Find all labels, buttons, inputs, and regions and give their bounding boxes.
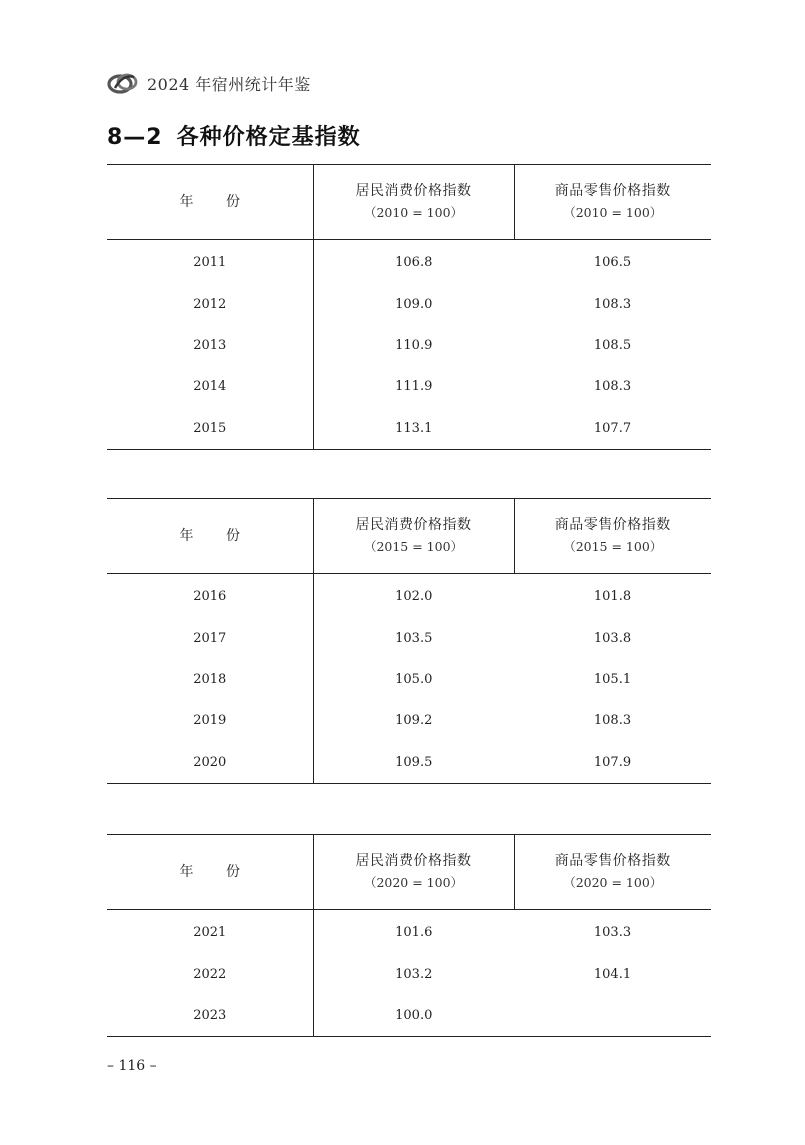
- year-cell: 2020: [107, 742, 313, 784]
- page-header: [107, 66, 311, 100]
- rpi-cell: 107.9: [593, 754, 632, 770]
- cpi-cell: 109.2: [395, 713, 433, 729]
- table-header-row: [107, 165, 711, 240]
- cpi-header-title: 居民消费价格指数: [355, 183, 472, 199]
- rpi-column-header: [514, 165, 711, 240]
- cpi-cell: 102.0: [395, 589, 433, 605]
- table-header-row: [107, 499, 711, 574]
- cpi-cell: 111.9: [395, 379, 433, 395]
- year-cell: 2011: [107, 240, 313, 284]
- price-index-table-2015: [107, 498, 711, 784]
- cpi-header-base: （2015 = 100）: [363, 539, 464, 554]
- year-column-header: 年 份: [107, 499, 313, 574]
- year-cell: 2016: [107, 574, 313, 618]
- table-row: [107, 325, 711, 366]
- cpi-header-title: 居民消费价格指数: [355, 517, 472, 533]
- section-name: 各种价格定基指数: [176, 125, 361, 150]
- section-title: [107, 120, 361, 151]
- year-cell: 2015: [107, 408, 313, 450]
- year-cell: 2013: [107, 325, 313, 366]
- cpi-cell: 106.8: [395, 255, 433, 271]
- rpi-cell: 108.3: [593, 296, 632, 312]
- year-cell: 2022: [107, 953, 313, 994]
- table-row: [107, 659, 711, 700]
- cpi-cell: 100.0: [395, 1007, 433, 1023]
- year-cell: 2012: [107, 283, 313, 324]
- table-row: [107, 574, 711, 618]
- cpi-header-base: （2020 = 100）: [363, 875, 464, 890]
- yearbook-logo-icon: [107, 68, 139, 98]
- year-cell: 2023: [107, 995, 313, 1037]
- rpi-cell: 107.7: [593, 420, 632, 436]
- cpi-column-header: [313, 165, 514, 240]
- table-row: [107, 617, 711, 658]
- price-index-table-2020: [107, 834, 711, 1037]
- table-row: [107, 366, 711, 407]
- rpi-cell: [514, 995, 711, 1037]
- rpi-cell: 104.1: [593, 966, 632, 982]
- cpi-header-base: （2010 = 100）: [363, 205, 464, 220]
- rpi-cell: 106.5: [593, 255, 632, 271]
- cpi-cell: 105.0: [395, 671, 433, 687]
- table-row: [107, 910, 711, 954]
- cpi-cell: 109.0: [395, 296, 433, 312]
- table-header-row: [107, 835, 711, 910]
- table-row: [107, 953, 711, 994]
- cpi-column-header: [313, 499, 514, 574]
- table-row: [107, 700, 711, 741]
- rpi-column-header: [514, 835, 711, 910]
- cpi-cell: 101.6: [395, 925, 433, 941]
- year-cell: 2017: [107, 617, 313, 658]
- cpi-cell: 109.5: [395, 754, 433, 770]
- rpi-header-base: （2020 = 100）: [563, 875, 663, 890]
- year-cell: 2021: [107, 910, 313, 954]
- rpi-cell: 103.3: [593, 925, 632, 941]
- rpi-cell: 108.3: [593, 713, 632, 729]
- year-column-header: 年 份: [107, 165, 313, 240]
- rpi-cell: 108.5: [593, 337, 632, 353]
- rpi-header-title: 商品零售价格指数: [554, 517, 671, 533]
- year-cell: 2019: [107, 700, 313, 741]
- rpi-header-base: （2010 = 100）: [563, 205, 663, 220]
- table-row: [107, 240, 711, 284]
- cpi-cell: 110.9: [395, 337, 433, 353]
- book-title: 2024 年宿州统计年鉴: [147, 74, 311, 94]
- rpi-cell: 103.8: [593, 630, 632, 646]
- year-cell: 2014: [107, 366, 313, 407]
- cpi-cell: 103.5: [395, 630, 433, 646]
- rpi-header-title: 商品零售价格指数: [554, 853, 671, 869]
- rpi-cell: 108.3: [593, 379, 632, 395]
- table-row: [107, 742, 711, 784]
- rpi-header-title: 商品零售价格指数: [554, 183, 671, 199]
- rpi-header-base: （2015 = 100）: [563, 539, 663, 554]
- cpi-cell: 113.1: [395, 420, 433, 436]
- table-row: [107, 408, 711, 450]
- table-row: [107, 995, 711, 1037]
- table-row: [107, 283, 711, 324]
- rpi-column-header: [514, 499, 711, 574]
- cpi-cell: 103.2: [395, 966, 433, 982]
- cpi-column-header: [313, 835, 514, 910]
- year-column-header: 年 份: [107, 835, 313, 910]
- year-cell: 2018: [107, 659, 313, 700]
- price-index-table-2010: [107, 164, 711, 450]
- section-number: 8—2: [107, 125, 163, 150]
- cpi-header-title: 居民消费价格指数: [355, 853, 472, 869]
- rpi-cell: 101.8: [593, 589, 632, 605]
- rpi-cell: 105.1: [593, 671, 632, 687]
- page-number: – 116 –: [107, 1058, 157, 1074]
